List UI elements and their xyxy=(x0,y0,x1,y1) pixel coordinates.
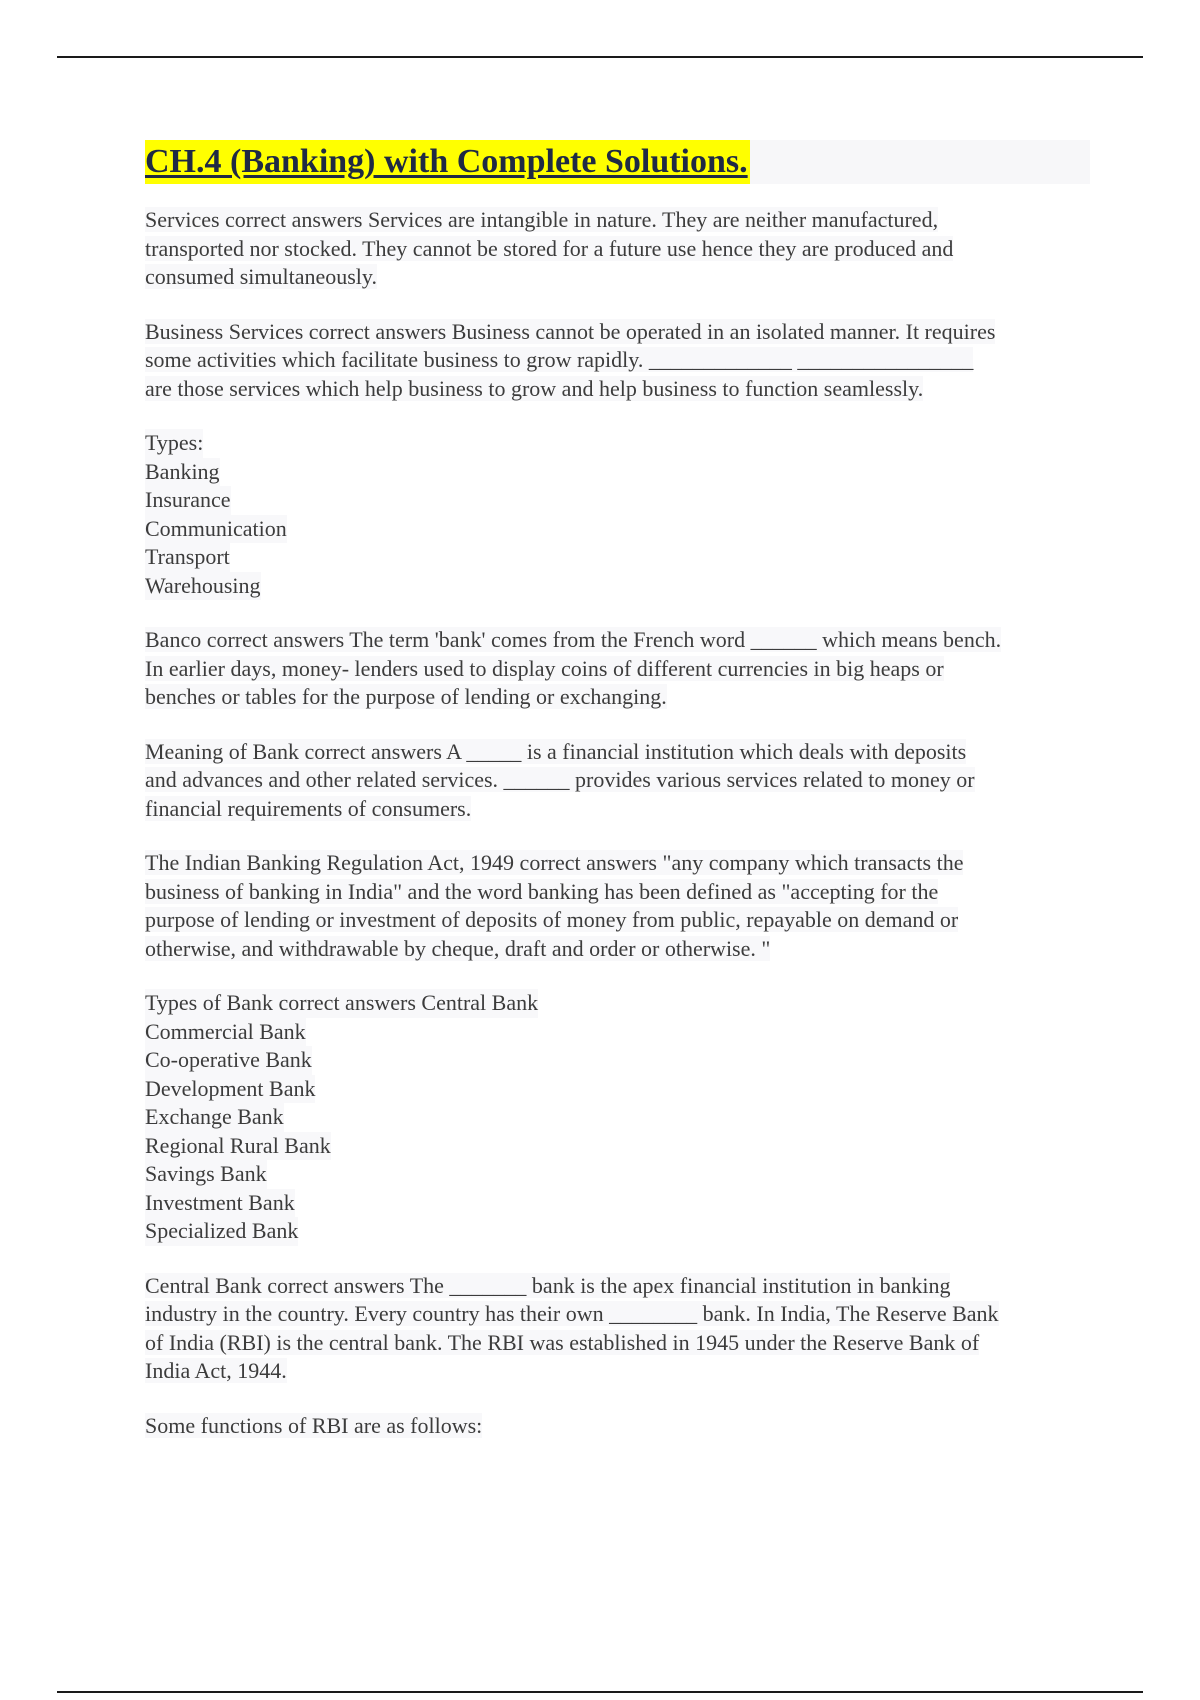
paragraph-meaning-of-bank-text: Meaning of Bank correct answers A _____ is a financial institution which deals with deposits and advances and other related services. ______ provides various services related to money or financial requirements of consumers. xyxy=(145,738,975,821)
document-title: CH.4 (Banking) with Complete Solutions. xyxy=(145,140,750,184)
types-heading: Types: xyxy=(145,429,203,458)
list-item: Transport xyxy=(145,543,230,572)
list-item: Communication xyxy=(145,515,287,544)
paragraph-regulation-act-text: The Indian Banking Regulation Act, 1949 correct answers "any company which transacts the business of banking in India" and the word banking has been defined as "accepting for the purpose of lending or investment of deposits of money from public, repayable on demand or otherwise, and withdrawable by cheque, draft and order or otherwise. " xyxy=(145,850,964,961)
list-item: Exchange Bank xyxy=(145,1103,284,1132)
list-item: Investment Bank xyxy=(145,1189,295,1218)
document-body xyxy=(145,140,1095,1466)
list-item: Savings Bank xyxy=(145,1160,267,1189)
list-item: Commercial Bank xyxy=(145,1018,306,1047)
paragraph-business-services-text: Business Services correct answers Business cannot be operated in an isolated manner. It requires some activities which facilitate business to grow rapidly. _____________ ________________ are those services which help business to grow and help business to function seamlessly. xyxy=(145,318,996,401)
types-of-bank-heading: Types of Bank correct answers Central Bank xyxy=(145,989,538,1018)
list-item: Insurance xyxy=(145,486,231,515)
paragraph-services-text: Services correct answers Services are intangible in nature. They are neither manufactured, transported nor stocked. They cannot be stored for a future use hence they are produced and consumed simultaneously. xyxy=(145,207,954,289)
paragraph-banco xyxy=(145,626,1095,712)
paragraph-rbi-functions xyxy=(145,1412,1095,1441)
bottom-rule xyxy=(57,1691,1143,1693)
list-item: Regional Rural Bank xyxy=(145,1132,331,1161)
paragraph-central-bank xyxy=(145,1272,1095,1386)
list-item: Specialized Bank xyxy=(145,1217,298,1246)
title-block xyxy=(145,140,1090,184)
paragraph-central-bank-text: Central Bank correct answers The _______ bank is the apex financial institution in banking industry in the country. Every country has their own ________ bank. In India, The Reserve Bank of India (RBI) is the central bank. The RBI was established in 1945 under the Reserve Bank of India Act, 1944. xyxy=(145,1272,999,1383)
list-item: Co-operative Bank xyxy=(145,1046,312,1075)
list-item: Warehousing xyxy=(145,572,261,601)
top-rule xyxy=(57,56,1143,58)
list-item: Banking xyxy=(145,458,220,487)
paragraph-services xyxy=(145,206,1095,292)
types-list xyxy=(145,429,1095,600)
list-item: Development Bank xyxy=(145,1075,315,1104)
types-of-bank-list xyxy=(145,989,1095,1246)
paragraph-meaning-of-bank xyxy=(145,738,1095,824)
paragraph-banco-text: Banco correct answers The term 'bank' comes from the French word ______ which means bench. In earlier days, money- lenders used to display coins of different currencies in big heaps or benches or tables for the purpose of lending or exchanging. xyxy=(145,627,1002,709)
paragraph-rbi-functions-text: Some functions of RBI are as follows: xyxy=(145,1412,483,1438)
paragraph-business-services xyxy=(145,318,1095,404)
paragraph-regulation-act xyxy=(145,849,1095,963)
